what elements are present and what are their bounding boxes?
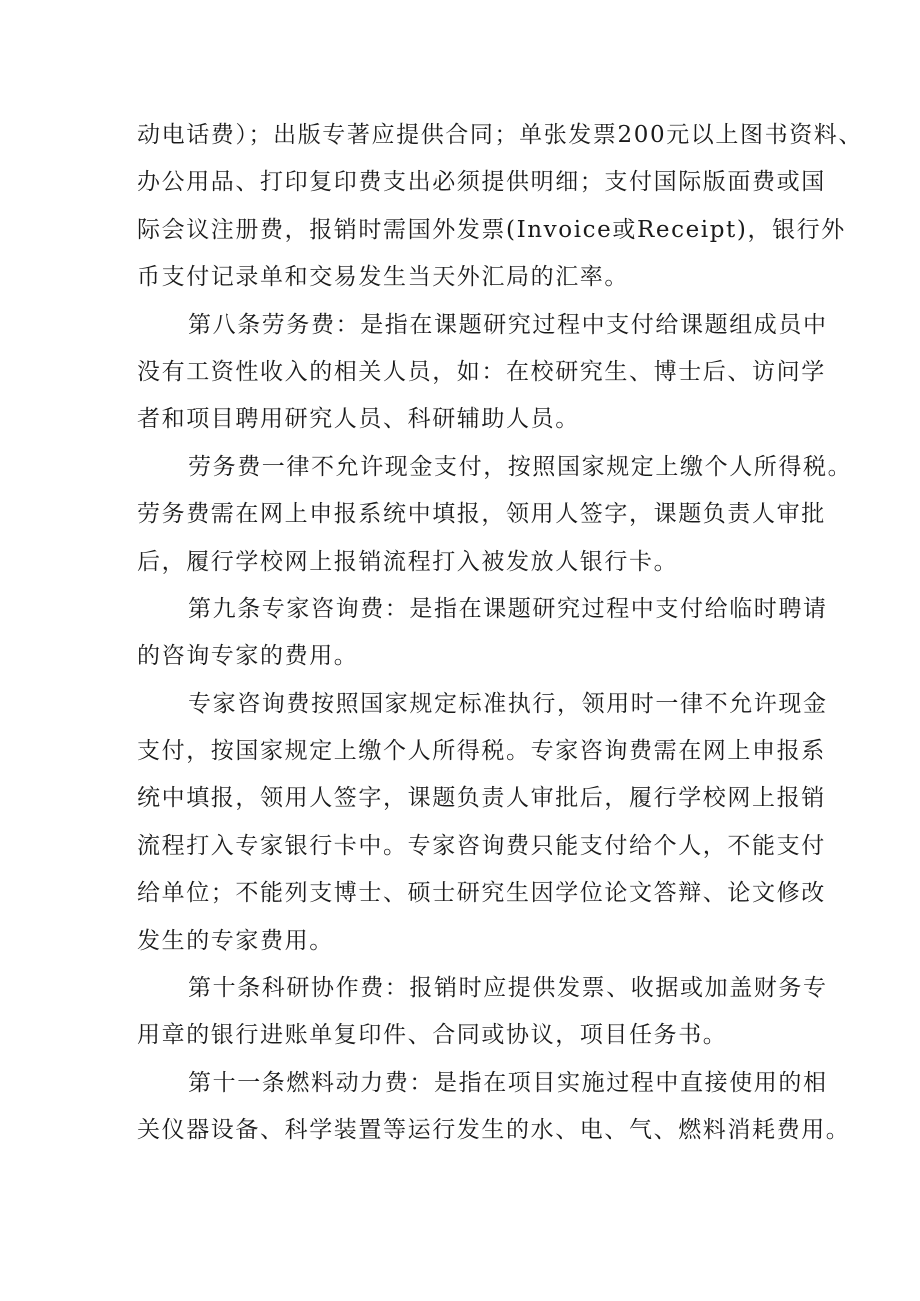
paragraph-article-8 [137,302,828,444]
text-line: 专家咨询费按照国家规定标准执行，领用时一律不允许现金 [188,690,828,717]
paragraph-continuation [137,112,863,302]
paragraph-expert-fee [137,681,828,965]
text-line: 流程打入专家银行卡中。专家咨询费只能支付给个人，不能支付 [137,832,826,859]
paragraph-article-9 [137,586,828,681]
text-line: 关仪器设备、科学装置等运行发生的水、电、气、燃料消耗费用。 [137,1117,851,1144]
text-line: 第九条专家咨询费：是指在课题研究过程中支付给临时聘请 [188,595,828,622]
text-line: 后，履行学校网上报销流程打入被发放人银行卡。 [137,548,679,575]
text-line: 际会议注册费，报销时需国外发票(Invoice或Receipt)，银行外 [137,216,846,243]
text-line: 第十条科研协作费：报销时应提供发票、收据或加盖财务专 [188,975,828,1002]
text-line: 给单位；不能列支博士、硕士研究生因学位论文答辩、论文修改 [137,880,826,907]
text-line: 支付，按国家规定上缴个人所得税。专家咨询费需在网上申报系 [137,738,826,765]
paragraph-article-11 [137,1060,851,1155]
text-line: 统中填报，领用人签字，课题负责人审批后，履行学校网上报销 [137,785,826,812]
text-line: 劳务费需在网上申报系统中填报，领用人签字，课题负责人审批 [137,501,826,528]
text-line: 币支付记录单和交易发生当天外汇局的汇率。 [137,264,629,291]
paragraph-labor-fee [137,444,853,586]
document-body [137,112,863,1155]
paragraph-article-10 [137,965,828,1060]
text-line: 发生的专家费用。 [137,927,334,954]
text-line: 劳务费一律不允许现金支付，按照国家规定上缴个人所得税。 [188,453,853,480]
text-line: 用章的银行进账单复印件、合同或协议，项目任务书。 [137,1022,728,1049]
text-line: 没有工资性收入的相关人员，如：在校研究生、博士后、访问学 [137,358,826,385]
text-line: 者和项目聘用研究人员、科研辅助人员。 [137,406,580,433]
text-line: 动电话费）；出版专著应提供合同；单张发票200元以上图书资料、 [137,122,863,148]
text-line: 第八条劳务费：是指在课题研究过程中支付给课题组成员中 [188,311,828,338]
text-line: 办公用品、打印复印费支出必须提供明细；支付国际版面费或国 [137,169,826,196]
text-line: 的咨询专家的费用。 [137,643,359,670]
text-line: 第十一条燃料动力费：是指在项目实施过程中直接使用的相 [188,1069,828,1096]
